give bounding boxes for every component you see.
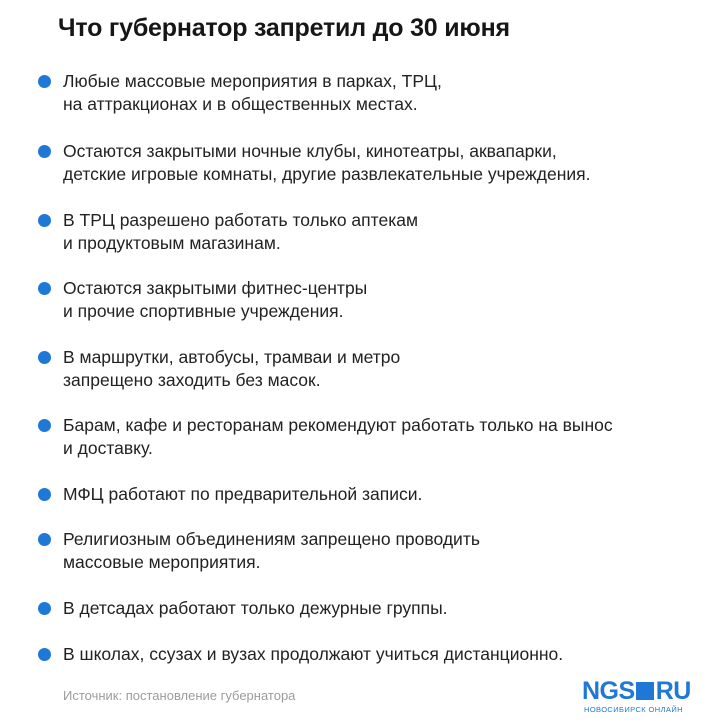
- bullet-dot-icon: [38, 351, 51, 364]
- list-item: [63, 414, 713, 460]
- list-item: [63, 209, 713, 255]
- bullet-dot-icon: [38, 75, 51, 88]
- logo-tld: RU: [655, 677, 691, 705]
- bullet-dot-icon: [38, 488, 51, 501]
- page-title: Что губернатор запретил до 30 июня: [58, 14, 510, 42]
- list-item-line: детские игровые комнаты, другие развлекательные учреждения.: [63, 164, 591, 184]
- list-item: [63, 597, 713, 620]
- list-item-line: Любые массовые мероприятия в парках, ТРЦ,: [63, 71, 442, 91]
- list-item: [63, 277, 713, 323]
- list-item-line: Остаются закрытыми ночные клубы, кинотеатры, аквапарки,: [63, 141, 557, 161]
- bullet-dot-icon: [38, 419, 51, 432]
- list-item: [63, 346, 713, 392]
- list-item-line: В детсадах работают только дежурные группы.: [63, 598, 448, 618]
- list-item-line: МФЦ работают по предварительной записи.: [63, 484, 423, 504]
- list-item-line: Религиозным объединениям запрещено проводить: [63, 529, 480, 549]
- list-item-line: и прочие спортивные учреждения.: [63, 301, 344, 321]
- source-caption: Источник: постановление губернатора: [63, 688, 296, 703]
- bullet-dot-icon: [38, 648, 51, 661]
- logo-brand: NGS: [582, 677, 635, 705]
- list-item-line: Остаются закрытыми фитнес-центры: [63, 278, 368, 298]
- logo-subtitle: НОВОСИБИРСК ОНЛАЙН: [584, 705, 683, 714]
- list-item: [63, 140, 713, 186]
- bullet-dot-icon: [38, 214, 51, 227]
- list-item-line: на аттракционах и в общественных местах.: [63, 94, 418, 114]
- list-item-line: Барам, кафе и ресторанам рекомендуют работать только на вынос: [63, 415, 613, 435]
- bullet-dot-icon: [38, 145, 51, 158]
- list-item: [63, 70, 713, 116]
- logo-wordmark: [582, 678, 691, 704]
- list-item-line: и продуктовым магазинам.: [63, 233, 281, 253]
- bullet-dot-icon: [38, 282, 51, 295]
- list-item-line: В ТРЦ разрешено работать только аптекам: [63, 210, 418, 230]
- ngs-logo: [582, 678, 712, 718]
- list-item: [63, 528, 713, 574]
- list-item-line: запрещено заходить без масок.: [63, 370, 321, 390]
- list-item: [63, 483, 713, 506]
- list-item: [63, 643, 713, 666]
- list-item-line: и доставку.: [63, 438, 153, 458]
- logo-square-icon: [636, 682, 654, 700]
- bullet-dot-icon: [38, 533, 51, 546]
- list-item-line: В школах, ссузах и вузах продолжают учиться дистанционно.: [63, 644, 564, 664]
- list-item-line: В маршрутки, автобусы, трамваи и метро: [63, 347, 401, 367]
- list-item-line: массовые мероприятия.: [63, 552, 261, 572]
- bullet-dot-icon: [38, 602, 51, 615]
